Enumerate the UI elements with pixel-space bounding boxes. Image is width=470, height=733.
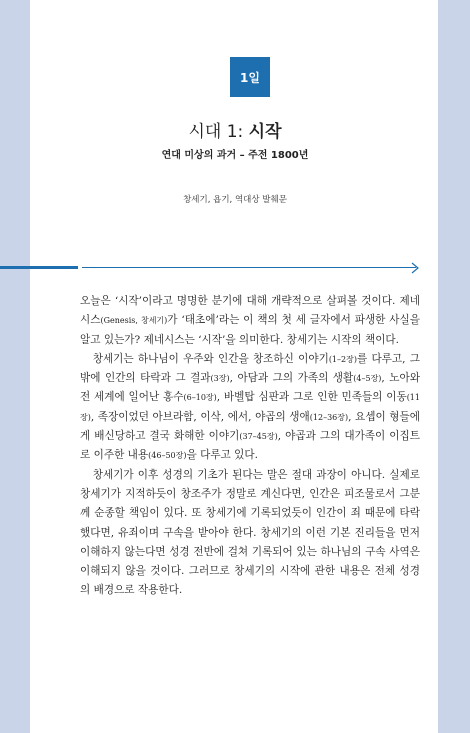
- chapter-reference: (Genesis, 창세기): [100, 316, 168, 326]
- chapter-reference: (4–5장): [353, 374, 382, 384]
- text-segment: 가 ‘태초에’라는 이 책의 첫 세 글자에서 파생한 사실을 알고 있는가? 제네시스는 ‘시작’을 의미한다. 창세기는 시작의 책이다.: [80, 314, 420, 346]
- day-badge: [230, 57, 270, 97]
- paragraph-2: [80, 350, 420, 466]
- text-segment: , 노아와 전 세계에 일어난 홍수: [80, 372, 420, 404]
- text-segment: , 바벨탑 심판과 그로 인한 민족들의 이동: [216, 391, 407, 404]
- chapter-title: [0, 117, 470, 142]
- chapter-subtitle: 연대 미상의 과거 – 주전 1800년: [161, 150, 309, 161]
- text-segment: 를 다루고, 그 밖에 인간의 타락과 그 결과: [80, 352, 420, 385]
- section-divider-line: [82, 267, 416, 268]
- text-segment: 오늘은 ‘시작’이라고 명명한 분기에 대해 개략적으로 살펴볼 것이다. 제네시스: [80, 295, 420, 327]
- chapter-reference: (6–10장): [183, 393, 217, 403]
- reading-list: 창세기, 욥기, 역대상 발췌문: [183, 195, 287, 205]
- chapter-reference: (11장): [80, 393, 420, 422]
- chapter-reference: (46–50장): [148, 451, 187, 461]
- arrow-right-icon: [409, 262, 421, 274]
- paragraph-1: [80, 292, 420, 350]
- chapter-reference: (1–2장): [328, 354, 357, 364]
- text-segment: , 요셉이 형들에게 배신당하고 결국 화해한 이야기: [80, 410, 420, 443]
- chapter-reference: (12–36장): [309, 412, 349, 422]
- text-segment: , 족장이었던 아브라함, 이삭, 에서, 야곱의 생애: [90, 410, 310, 423]
- paragraph-3: [80, 466, 420, 601]
- text-segment: 창세기는 하나님이 우주와 인간을 창조하신 이야기: [92, 352, 329, 365]
- chapter-reference: (37–45장): [239, 432, 278, 442]
- text-segment: , 아담과 그의 가족의 생활: [229, 372, 354, 385]
- text-segment: , 야곱과 그의 대가족이 이집트로 이주한 내용: [80, 430, 420, 462]
- text-segment: 을 다루고 있다.: [186, 449, 258, 462]
- chapter-title-main: 시작: [248, 122, 282, 142]
- chapter-title-prefix: 시대 1:: [188, 122, 249, 142]
- chapter-reference: (3장): [210, 374, 230, 384]
- text-segment: 창세기가 이후 성경의 기초가 된다는 말은 절대 과장이 아니다. 실제로 창세기가 지적하듯이 창조주가 정말로 계신다면, 인간은 피조물로서 그분께 순종할 책임이 있다. 또 창세기에 기록되었듯이 인간이 죄 때문에 타락했다면, 유죄이며 구속을 받아야 한다. 창세기의 이런 기본 진리들을 먼저 이해하지 않는다면 성경 전반에 걸쳐 기록되어 있는 하나님의 구속 사역은 이해되지 않을 것이다. 그러므로 창세기의 시작에 관한 내용은 전체 성경의 배경으로 작용한다.: [80, 468, 420, 597]
- body-text: [80, 292, 420, 601]
- day-label: 1일: [240, 70, 260, 85]
- section-divider-bar: [0, 266, 78, 269]
